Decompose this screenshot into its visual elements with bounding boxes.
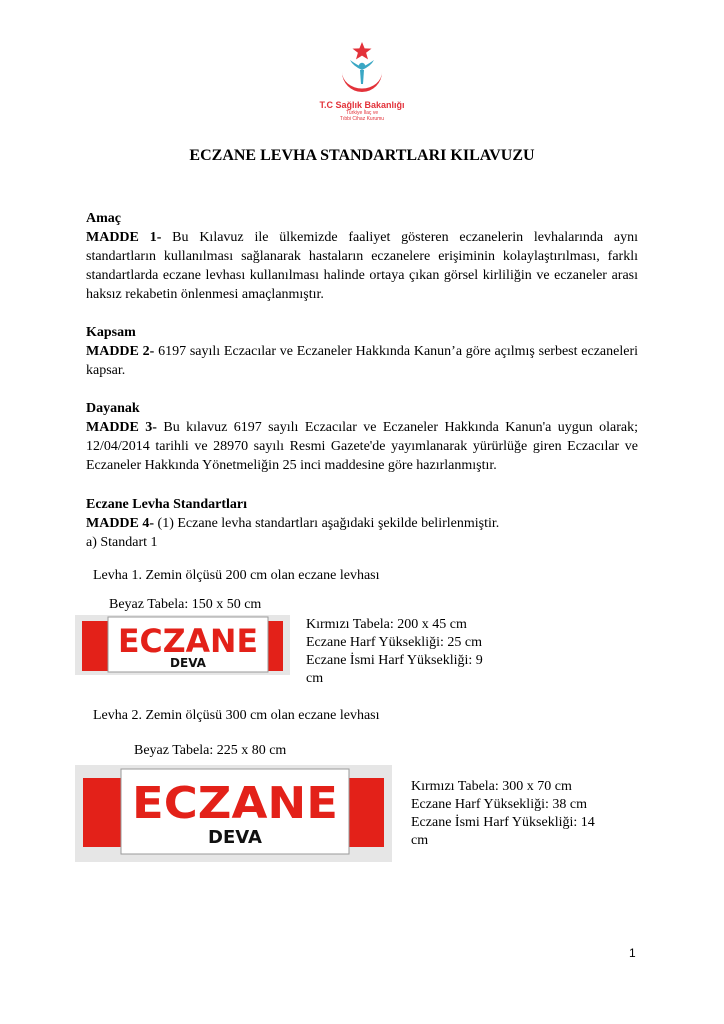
madde-label: MADDE 4- [86,516,155,531]
levha1-spec-red: Kırmızı Tabela: 200 x 45 cm [306,617,467,632]
levha1-sign-word: ECZANE [118,622,258,660]
levha2-sign-graphic [75,765,392,862]
levha2-caption: Levha 2. Zemin ölçüsü 300 cm olan eczane levhası [93,708,380,723]
levha2-spec-name: Eczane İsmi Harf Yüksekliği: 14 [411,815,595,830]
madde-text: (1) Eczane levha standartları aşağıdaki şekilde belirlenmiştir. [154,516,500,531]
section-heading: Kapsam [86,325,136,340]
section-body [86,342,638,380]
logo-text [300,100,424,122]
madde-label: MADDE 2- [86,344,155,359]
logo-line3: Tıbbi Cihaz Kurumu [339,116,385,122]
levha1-sign-sub: DEVA [170,656,206,670]
levha1-spec-name: Eczane İsmi Harf Yüksekliği: 9 [306,653,483,668]
logo-line2: Türkiye İlaç ve [345,110,379,116]
levha1-specs [306,616,483,688]
madde-text: 6197 sayılı Eczacılar ve Eczaneler Hakkında Kanun’a göre açılmış serbest eczaneleri kapsar. [86,344,638,378]
section-standartlar [86,495,638,552]
section-body [86,228,638,304]
logo-line1: T.C Sağlık Bakanlığı [319,100,405,110]
levha1-sign [75,615,290,675]
section-amac [86,209,638,304]
levha2-sign-word: ECZANE [132,778,338,829]
levha2-specs [411,778,595,850]
levha1-spec-unit: cm [306,671,324,686]
page-number: 1 [629,946,636,960]
levha1-white-label: Beyaz Tabela: 150 x 50 cm [109,597,262,612]
levha2-sign-sub: DEVA [208,827,262,848]
levha2-spec-red: Kırmızı Tabela: 300 x 70 cm [411,779,572,794]
madde-text: Bu Kılavuz ile ülkemizde faaliyet gösteren eczanelerin levhalarında aynı standartların kullanılması sağlanarak hastaların eczanelere erişiminin kolaylaştırılması, farklı standartlarda eczane levhası kullanılması halinde ortaya çıkan görsel kirliliğin ve eczaneler arası haksız rekabetin önlenmesi amaçlanmıştır. [86,230,639,302]
levha1-sign-graphic [75,615,290,675]
document-title: ECZANE LEVHA STANDARTLARI KILAVUZU [189,147,535,164]
levha1-spec-letter: Eczane Harf Yüksekliği: 25 cm [306,635,482,650]
levha2-spec-unit: cm [411,833,429,848]
levha2-sign [75,765,392,862]
section-body [86,514,638,533]
madde-label: MADDE 3- [86,420,157,435]
list-item-standart-1: a) Standart 1 [86,535,158,550]
section-heading: Dayanak [86,401,140,416]
section-heading: Eczane Levha Standartları [86,497,247,512]
section-dayanak [86,399,638,475]
levha2-spec-letter: Eczane Harf Yüksekliği: 38 cm [411,797,587,812]
levha1-caption: Levha 1. Zemin ölçüsü 200 cm olan eczane levhası [93,568,380,583]
section-heading: Amaç [86,211,121,226]
madde-text: Bu kılavuz 6197 sayılı Eczacılar ve Eczaneler Hakkında Kanun'a uygun olarak; 12/04/2014 tarihli ve 28970 sayılı Resmi Gazete'de yayımlanarak yürürlüğe giren Eczacılar ve Eczaneler Hakkında Yönetmeliğin 25 inci maddesine göre hazırlanmıştır. [86,420,639,473]
section-kapsam [86,323,638,380]
levha2-white-label: Beyaz Tabela: 225 x 80 cm [134,743,287,758]
section-body [86,418,638,475]
madde-label: MADDE 1- [86,230,162,245]
